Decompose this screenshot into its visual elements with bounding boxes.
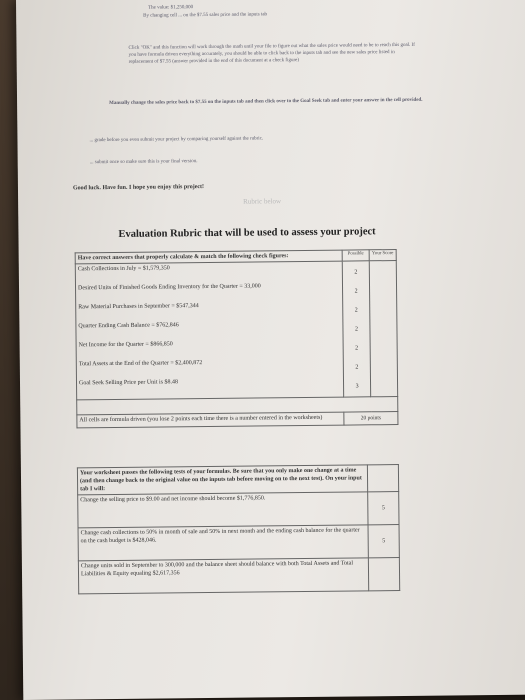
item-points: 2 — [355, 364, 359, 371]
check-figure-item: Raw Material Purchases in September = $547,344 — [78, 303, 199, 311]
intro-line-6: ... submit once so make sure this is your final version. — [89, 159, 198, 166]
rubric-header: Have correct answers that properly calculate & match the following check figures: — [75, 250, 342, 264]
item-points: 3 — [355, 383, 359, 390]
test-item: Change units sold in September to 300,000 and the balance sheet should balance with both Total Assets and Total Liabilities & Equity equaling $2,617,356 — [78, 558, 368, 594]
formula-row — [77, 412, 398, 428]
intro-line-2: By changing cell ... on the $7.55 sales price and the inputs tab — [143, 12, 268, 19]
score-column — [369, 261, 397, 397]
document-page — [16, 0, 525, 700]
check-figure-item: Total Assets at the End of the Quarter = $2,400,872 — [78, 360, 203, 368]
intro-line-1: The value: $1,250,000 — [148, 5, 194, 11]
score-column-header: Your Score — [369, 250, 396, 261]
check-figure-item: Net Income for the Quarter = $866,850 — [78, 341, 173, 349]
tests-header: Your worksheet passes the following tests of your formulas. Be sure that you only make one change at a time (and then change back to the original value on the inputs tab before moving on to the next test). On your input tab I will: — [77, 465, 367, 495]
item-points: 2 — [355, 345, 359, 352]
test-item: Change the selling price to $9.00 and net income should become $1,776,850. — [78, 492, 368, 528]
rubric-title: Evaluation Rubric that will be used to assess your project — [118, 226, 376, 240]
possible-points-column — [342, 261, 370, 397]
test-points — [368, 558, 399, 591]
item-points: 2 — [354, 269, 358, 276]
check-figure-item: Cash Collections in July = $1,579,350 — [77, 265, 170, 273]
test-points: 5 — [368, 525, 399, 558]
possible-column-header: Possible — [342, 250, 369, 261]
check-figures-list — [75, 261, 343, 400]
rubric-table — [75, 249, 399, 428]
formula-points: 20 points — [344, 412, 398, 426]
item-points: 2 — [354, 288, 358, 295]
faded-rubric-heading: Rubric below — [243, 197, 282, 206]
check-figure-item: Goal Seek Selling Price per Unit is $8.48 — [78, 379, 179, 387]
test-item: Change cash collections to 50% in month of sale and 50% in next month and the ending cash balance for the quarter on the cash budget is $428,046. — [78, 525, 368, 561]
item-points: 2 — [354, 307, 358, 314]
test-row — [78, 558, 399, 594]
good-luck-text: Good luck. Have fun. I hope you enjoy this project! — [72, 184, 205, 192]
rubric-items-row — [75, 261, 397, 400]
check-figure-item: Desired Units of Finished Goods Ending Inventory for the Quarter = 33,000 — [77, 283, 261, 292]
check-figure-item: Quarter Ending Cash Balance = $762,846 — [78, 322, 179, 330]
test-row — [78, 525, 399, 561]
test-points: 5 — [368, 492, 399, 525]
formula-tests-section — [77, 464, 400, 594]
test-row — [78, 492, 399, 528]
formula-note: All cells are formula driven (you lose 2 points each time there is a number entered in the worksheets) — [77, 412, 344, 428]
intro-line-3: Click "OK" and this function will work through the math until your file to figure out what the sales price would need to be to reach this goal. If you have formula driven everything accurately, you should be able to click back to the inputs tab and see the new sales price listed in replacement of $7.55 (answer provided in the end of this document at a check figure) — [128, 42, 415, 65]
intro-line-4: Manually change the sales price back to $7.55 on the inputs tab and then click over to the Goal Seek tab and enter your answer in the cell provided. — [109, 97, 423, 107]
item-points: 2 — [354, 326, 358, 333]
tests-header-row — [77, 465, 398, 495]
intro-line-5: ... grade before you even submit your project by comparing yourself against the rubric. — [89, 136, 264, 144]
